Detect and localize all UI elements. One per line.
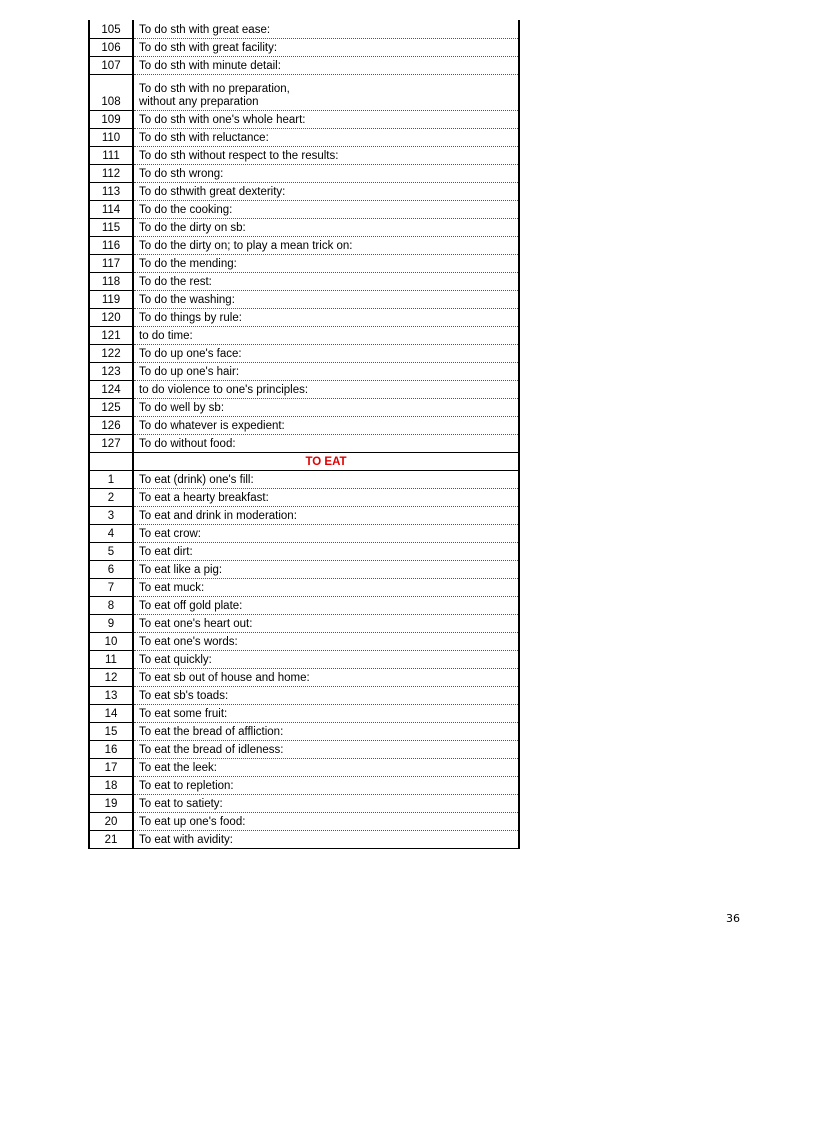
table-row [89, 560, 519, 578]
row-number: 10 [89, 632, 133, 650]
phrase-text: To eat a hearty breakfast: [133, 488, 519, 506]
section-header [89, 452, 519, 470]
table-row [89, 668, 519, 686]
phrase-text: To eat (drink) one's fill: [133, 470, 519, 488]
phrase-text: To do whatever is expedient: [133, 416, 519, 434]
row-number: 108 [89, 74, 133, 110]
phrase-text: To eat the bread of idleness: [133, 740, 519, 758]
table-row [89, 128, 519, 146]
phrase-text: To eat off gold plate: [133, 596, 519, 614]
table-row [89, 794, 519, 812]
section-row [89, 452, 519, 470]
phrase-text: To do the cooking: [133, 200, 519, 218]
table-row [89, 74, 519, 110]
row-number: 114 [89, 200, 133, 218]
phrase-text: To do the dirty on sb: [133, 218, 519, 236]
table-row [89, 488, 519, 506]
table-row [89, 740, 519, 758]
table-row [89, 542, 519, 560]
table-row [89, 416, 519, 434]
row-number: 125 [89, 398, 133, 416]
phrase-table-body [89, 470, 519, 848]
table-row [89, 200, 519, 218]
phrase-text: To do sth with one's whole heart: [133, 110, 519, 128]
row-number: 5 [89, 542, 133, 560]
row-number: 4 [89, 524, 133, 542]
row-number: 121 [89, 326, 133, 344]
phrase-text-line: To do sth with no preparation, [139, 82, 290, 95]
row-number: 20 [89, 812, 133, 830]
phrase-text: To eat to satiety: [133, 794, 519, 812]
row-number: 1 [89, 470, 133, 488]
table-row [89, 326, 519, 344]
table-row [89, 110, 519, 128]
phrase-text: To do sth with minute detail: [133, 56, 519, 74]
row-number: 112 [89, 164, 133, 182]
phrase-text: To eat dirt: [133, 542, 519, 560]
row-number: 110 [89, 128, 133, 146]
phrase-text: To do the mending: [133, 254, 519, 272]
table-row [89, 362, 519, 380]
row-number: 18 [89, 776, 133, 794]
phrase-text: To eat one's words: [133, 632, 519, 650]
phrase-text: To eat to repletion: [133, 776, 519, 794]
table-row [89, 236, 519, 254]
phrase-text: To do things by rule: [133, 308, 519, 326]
table-row [89, 578, 519, 596]
phrase-text [133, 74, 519, 110]
phrase-text: To eat with avidity: [133, 830, 519, 848]
phrase-text: To do well by sb: [133, 398, 519, 416]
phrase-table [88, 20, 520, 849]
row-number: 17 [89, 758, 133, 776]
row-number: 7 [89, 578, 133, 596]
row-number: 13 [89, 686, 133, 704]
row-number: 113 [89, 182, 133, 200]
phrase-text: To do sth wrong: [133, 164, 519, 182]
row-number: 9 [89, 614, 133, 632]
table-row [89, 398, 519, 416]
phrase-text: To eat some fruit: [133, 704, 519, 722]
row-number: 6 [89, 560, 133, 578]
table-row [89, 830, 519, 848]
row-number: 3 [89, 506, 133, 524]
phrase-text: To do up one's face: [133, 344, 519, 362]
phrase-text: To eat sb's toads: [133, 686, 519, 704]
table-row [89, 290, 519, 308]
table-row [89, 308, 519, 326]
table-row [89, 686, 519, 704]
phrase-text: To do the rest: [133, 272, 519, 290]
phrase-text: to do time: [133, 326, 519, 344]
page-number: 36 [726, 912, 740, 925]
row-number: 111 [89, 146, 133, 164]
table-row [89, 20, 519, 38]
row-number: 2 [89, 488, 133, 506]
table-row [89, 272, 519, 290]
table-row [89, 218, 519, 236]
table-row [89, 704, 519, 722]
row-number: 124 [89, 380, 133, 398]
table-row [89, 722, 519, 740]
phrase-text: To eat up one's food: [133, 812, 519, 830]
phrase-text: To do sth without respect to the results: [133, 146, 519, 164]
table-row [89, 650, 519, 668]
phrase-text: To eat quickly: [133, 650, 519, 668]
table-row [89, 812, 519, 830]
row-number-empty [89, 452, 133, 470]
row-number: 107 [89, 56, 133, 74]
phrase-text: To do the dirty on; to play a mean trick on: [133, 236, 519, 254]
phrase-text: To eat the bread of affliction: [133, 722, 519, 740]
row-number: 117 [89, 254, 133, 272]
phrase-text: To eat like a pig: [133, 560, 519, 578]
phrase-text: To do sthwith great dexterity: [133, 182, 519, 200]
row-number: 119 [89, 290, 133, 308]
table-row [89, 344, 519, 362]
table-row [89, 434, 519, 452]
table-row [89, 470, 519, 488]
row-number: 12 [89, 668, 133, 686]
row-number: 127 [89, 434, 133, 452]
table-row [89, 632, 519, 650]
row-number: 122 [89, 344, 133, 362]
row-number: 14 [89, 704, 133, 722]
row-number: 123 [89, 362, 133, 380]
row-number: 16 [89, 740, 133, 758]
phrase-text: To do sth with great ease: [133, 20, 519, 38]
phrase-text: To do sth with great facility: [133, 38, 519, 56]
phrase-text: To do sth with reluctance: [133, 128, 519, 146]
row-number: 11 [89, 650, 133, 668]
table-row [89, 38, 519, 56]
phrase-text: To eat one's heart out: [133, 614, 519, 632]
table-row [89, 614, 519, 632]
phrase-text: To do up one's hair: [133, 362, 519, 380]
table-row [89, 56, 519, 74]
row-number: 19 [89, 794, 133, 812]
row-number: 21 [89, 830, 133, 848]
table-row [89, 254, 519, 272]
table-row [89, 524, 519, 542]
section-title: TO EAT [133, 452, 519, 470]
table-row [89, 776, 519, 794]
phrase-text: To do the washing: [133, 290, 519, 308]
phrase-text: To eat sb out of house and home: [133, 668, 519, 686]
phrase-text: To eat crow: [133, 524, 519, 542]
table-row [89, 146, 519, 164]
phrase-text-line: without any preparation [139, 95, 259, 108]
phrase-table-body [89, 20, 519, 110]
table-row [89, 380, 519, 398]
table-row [89, 758, 519, 776]
row-number: 109 [89, 110, 133, 128]
row-number: 115 [89, 218, 133, 236]
row-number: 126 [89, 416, 133, 434]
row-number: 106 [89, 38, 133, 56]
table-row [89, 506, 519, 524]
row-number: 8 [89, 596, 133, 614]
table-row [89, 596, 519, 614]
phrase-table-body [89, 110, 519, 452]
row-number: 15 [89, 722, 133, 740]
phrase-text: To do without food: [133, 434, 519, 452]
phrase-text: to do violence to one's principles: [133, 380, 519, 398]
phrase-text: To eat muck: [133, 578, 519, 596]
phrase-text: To eat and drink in moderation: [133, 506, 519, 524]
row-number: 120 [89, 308, 133, 326]
row-number: 116 [89, 236, 133, 254]
table-row [89, 182, 519, 200]
table-row [89, 164, 519, 182]
phrase-text: To eat the leek: [133, 758, 519, 776]
row-number: 118 [89, 272, 133, 290]
row-number: 105 [89, 20, 133, 38]
